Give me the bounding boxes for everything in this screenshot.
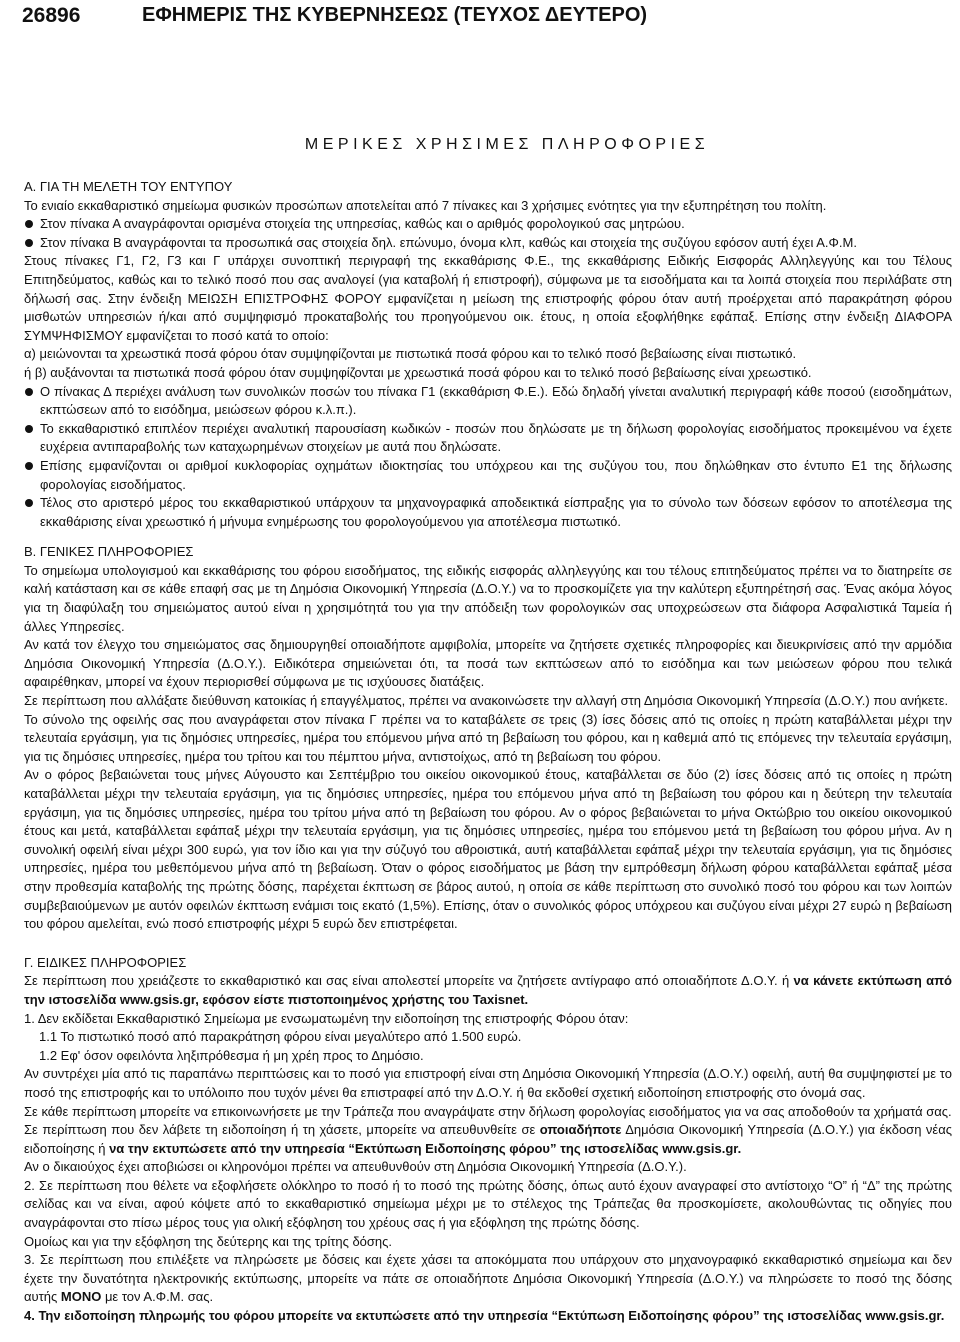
section-b-heading: Β. ΓΕΝΙΚΕΣ ΠΛΗΡΟΦΟΡΙΕΣ xyxy=(24,544,194,560)
section-b-paragraph-3: Σε περίπτωση που αλλάξατε διεύθυνση κατοικίας ή επαγγέλματος, πρέπει να ανακοινώσετε την αλλαγή στη Δημόσια Οικονομική Υπηρεσία (Δ.Ο.Υ.) που ανήκετε. xyxy=(24,693,949,709)
section-a-bullet-4: Το εκκαθαριστικό επιπλέον περιέχει αναλυτική παρουσίαση κωδικών - ποσών που δηλώσατε με τη δήλωση φορολογίας εισοδήματος προκειμένου να έχετε ευχέρεια αντιπαραβολής των καταχωρημένων στοιχείων με αυτά που δηλώσατε. xyxy=(24,420,952,457)
section-c-item-4 xyxy=(24,1307,952,1326)
page-number: 26896 xyxy=(22,4,81,27)
section-c-paragraph-3 xyxy=(24,1121,952,1158)
section-c-intro-text: Σε περίπτωση που χρειάζεστε το εκκαθαριστικό και σας είναι απολεστεί μπορείτε να ζητήσετε αντίγραφο από οποιαδήποτε Δ.Ο.Υ. ή xyxy=(24,973,794,989)
section-b-paragraph-2: Αν κατά τον έλεγχο του σημειώματος σας δημιουργηθεί οποιαδήποτε αμφιβολία, μπορείτε να ζητήσετε σχετικές πληροφορίες και διευκρινίσεις από την αρμόδια Δημόσια Οικονομική Υπηρεσία (Δ.Ο.Υ.). Ειδικότερα σημειώνεται ότι, τα ποσά των εκπτώσεων από το εισόδημα και των μειώσεων φόρου που τελικά αφαιρέθηκαν, μπορεί να έχουν περιορισθεί σύμφωνα με τις ισχύουσες διατάξεις. xyxy=(24,637,952,690)
document-body xyxy=(24,178,952,1326)
section-b-paragraph-4: Το σύνολο της οφειλής σας που αναγράφεται στον πίνακα Γ πρέπει να το καταβάλετε σε τρεις (3) ίσες δόσεις από τις οποίες η πρώτη καταβάλλεται μέχρι την τελευταία εργάσιμη, για τις δημόσιες υπηρεσίες, ημέρα του επόμενου μήνα από τη βεβαίωση του φόρου, και η καθεμιά από τις επόμενες την τελευταία εργάσιμη, για τις δημόσιες υπηρεσίες, ημέρα του τρίτου και του πέμπτου μήνα, αντιστοίχως, από τη βεβαίωση του φόρου. xyxy=(24,711,952,764)
section-c-p3-mid: Δημόσια Οικονομική Υπηρεσία (Δ.Ο.Υ.) για έκδοση νέας ειδοποίησης ή xyxy=(24,1122,952,1156)
section-c-item-3 xyxy=(24,1251,952,1307)
document-title: ΜΕΡΙΚΕΣ ΧΡΗΣΙΜΕΣ ΠΛΗΡΟΦΟΡΙΕΣ xyxy=(304,136,710,153)
section-c-paragraph-2: Σε κάθε περίπτωση μπορείτε να επικοινωνήσετε με την Τράπεζα που αναγράψατε στην δήλωση φορολογίας εισοδήματος για να σας αποδοθούν τα χρήματά σας. xyxy=(24,1103,952,1119)
section-c-paragraph-4: Αν ο δικαιούχος έχει αποβιώσει οι κληρονόμοι πρέπει να απευθυνθούν στη Δημόσια Οικονομική Υπηρεσία (Δ.Ο.Υ.). xyxy=(24,1159,687,1175)
section-c-p3-bold-2: να την εκτυπώσετε από την υπηρεσία “Εκτύπωση Ειδοποίησης φόρου” της ιστοσελίδας www.gsis.gr. xyxy=(109,1140,742,1156)
section-a-bullet-6: Τέλος στο αριστερό μέρος του εκκαθαριστικού υπάρχουν τα μηχανογραφικά αποδεικτικά είσπραξης για το σύνολο των δόσεων εφόσον το αποτέλεσμα της εκκαθάρισης είναι χρεωστικό ή μήνυμα ενημέρωσης του φορολογούμενου για αποτέλεσμα πιστωτικό. xyxy=(24,494,952,531)
section-c-item-1-1: 1.1 Το πιστωτικό ποσό από παρακράτηση φόρου είναι μεγαλύτερο από 1.500 ευρώ. xyxy=(39,1029,522,1045)
section-a-bullet-2: Στον πίνακα Β αναγράφονται τα προσωπικά σας στοιχεία δηλ. επώνυμο, όνομα κλπ, καθώς και στοιχεία της συζύγου εφόσον αυτή έχει Α.Φ.Μ. xyxy=(24,234,952,253)
section-b-paragraph-1: Το σημείωμα υπολογισμού και εκκαθάρισης του φόρου εισοδήματος, της ειδικής εισφοράς αλληλεγγύης και του τέλους επιτηδεύματος πρέπει να το διατηρείτε σε καλή κατάσταση και σε κάθε επαφή σας με τη Δημόσια Οικονομική Υπηρεσία (Δ.Ο.Υ.) να το προσκομίζετε για την καλύτερη εξυπηρέτησή σας. Ένας ακόμα λόγος για τη διαφύλαξη του σημειώματος αυτού είναι η χρησιμότητά του για την απόδειξη των φορολογικών σας υποχρεώσεων στα διάφορα Ασφαλιστικά Ταμεία ή άλλες Υπηρεσίες. xyxy=(24,562,952,634)
section-a-bullet-5: Επίσης εμφανίζονται οι αριθμοί κυκλοφορίας οχημάτων ιδιοκτησίας του υπόχρεου και της συζύγου του, που δηλώθηκαν στο έντυπο Ε1 της δήλωσης φορολογίας εισοδήματος. xyxy=(24,457,952,494)
page-header xyxy=(22,4,938,30)
section-b-paragraph-5: Αν ο φόρος βεβαιώνεται τους μήνες Αύγουστο και Σεπτέμβριο του οικείου οικονομικού έτους, καταβάλλεται σε δύο (2) ίσες δόσεις από τις οποίες η πρώτη καταβάλλεται μέχρι την τελευταία εργάσιμη, για τις δημόσιες υπηρεσίες, ημέρα του επόμενου μήνα από τη βεβαίωση του φόρου και η δεύτερη την τελευταία εργάσιμη, για τις δημόσιες υπηρεσίες, ημέρα του τρίτου μήνα από τη βεβαίωση του φόρου. Αν ο φόρος βεβαιώνεται το μήνα Οκτώβριο του οικείου οικονομικού έτους και μετά, καταβάλλεται εφάπαξ μέχρι την τελευταία εργάσιμη, για τις δημόσιες υπηρεσίες, ημέρα του επόμενου μετά τη βεβαίωση του φόρου μήνα. Αν η συνολική οφειλή είναι μέχρι 300 ευρώ, για τον ίδιο και για την σύζυγό του αθροιστικά, αυτή καταβάλλεται εφάπαξ μέχρι την τελευταία εργάσιμη, για τις δημόσιες υπηρεσίες, ημέρα του μεθεπόμενου μήνα από τη βεβαίωση. Όταν ο φόρος εισοδήματος με βάση την εμπρόθεσμη δήλωση φόρου καταβάλλεται εφάπαξ μέσα στην προθεσμία καταβολής της πρώτης δόσης, παρέχεται έκπτωση σε βάρος αυτού, η οποία σε κάθε περίπτωση στο συνολικό ποσό του φόρου και των λοιπών συμβεβαιούμενων με αυτόν οφειλών έκπτωση ενάμισι τοις εκατό (1,5%). Επίσης, όταν ο συνολικός φόρος υπόχρεου και συζύγου είναι μέχρι 27 ευρώ η βεβαίωση του φόρου αμελείται, ενώ ποσό επιστροφής μέχρι 5 ευρώ δεν επιστρέφεται. xyxy=(24,767,952,932)
section-c-item-1: 1. Δεν εκδίδεται Εκκαθαριστικό Σημείωμα με ενσωματωμένη την ειδοποίηση της επιστροφής Φόρου όταν: xyxy=(24,1010,629,1026)
section-c-item-3-end: με τον Α.Φ.Μ. σας. xyxy=(101,1289,214,1305)
section-c-paragraph-1: Αν συντρέχει μία από τις παραπάνω περιπτώσεις και το ποσό για επιστροφή είναι στη Δημόσια Οικονομική Υπηρεσία (Δ.Ο.Υ.) οφειλή, αυτή θα συμψηφιστεί με το ποσό της επιστροφής και το υπόλοιπο που τυχόν μένει θα επιστραφεί από την Δ.Ο.Υ. ή θα εκδοθεί σχετική ειδοποίηση επιστροφής στο όνομά σας. xyxy=(24,1066,952,1100)
section-c-item-2-followup: Ομοίως και για την εξόφληση της δεύτερης και της τρίτης δόσης. xyxy=(24,1233,393,1249)
section-c-item-3-text: 3. Σε περίπτωση που επιλέξετε να πληρώσετε με δόσεις και έχετε χάσει τα αποκόμματα που υπάρχουν στο μηχανογραφικό εκκαθαριστικό σημείωμα και δεν έχετε την δυνατότητα ηλεκτρονικής εκτύπωσης, μπορείτε να πάτε σε οποιαδήποτε Δημόσια Οικονομική Υπηρεσία (Δ.Ο.Υ.) να πληρώσετε το ποσό της δόσης αυτής xyxy=(24,1252,952,1305)
section-a-item-a: α) μειώνονται τα χρεωστικά ποσά φόρου όταν συμψηφίζονται με πιστωτικά ποσά φόρου και το τελικό ποσό βεβαίωσης είναι πιστωτικό. xyxy=(24,346,797,362)
section-c-item-2: 2. Σε περίπτωση που θέλετε να εξοφλήσετε ολόκληρο το ποσό ή το ποσό της πρώτης δόσης, όπως αυτό έχουν αναγραφεί στο αντίστοιχο “Ο” ή “Δ” της πρώτης σελίδας και να είναι, αφού κόψετε από το εκκαθαριστικό σημείωμα μέχρι με το στέλεχος της Τράπεζας θα προσκομίσετε, ακολουθώντας τις οδηγίες που αναγράφονται στο πίσω μέρος τους για ολική εξόφληση του χρέους σας ή για εξόφληση της πρώτης δόσης. xyxy=(24,1177,952,1231)
section-c-heading: Γ. ΕΙΔΙΚΕΣ ΠΛΗΡΟΦΟΡΙΕΣ xyxy=(24,954,187,970)
section-c-item-4-bold: 4. Την ειδοποίηση πληρωμής του φόρου μπορείτε να εκτυπώσετε από την υπηρεσία “Εκτύπωση Ειδοποίησης φόρου” της ιστοσελίδας www.gsis.gr. xyxy=(24,1308,945,1324)
section-c-p3-bold-1: οποιαδήποτε xyxy=(539,1122,622,1138)
section-a-intro: Το ενιαίο εκκαθαριστικό σημείωμα φυσικών προσώπων αποτελείται από 7 πίνακες και 3 χρήσιμες ενότητες για την εξυπηρέτηση του πολίτη. xyxy=(24,197,827,213)
section-a-tables-g: Στους πίνακες Γ1, Γ2, Γ3 και Γ υπάρχει συνοπτική περιγραφή της εκκαθάρισης Φ.Ε., της εκκαθάρισης Ειδικής Εισφοράς Αλληλεγγύης και του Τέλους Επιτηδεύματος, καθώς και το τελικό ποσό που σας αναλογεί (για καταβολή ή επιστροφή), σύμφωνα με τα εισοδήματα και τα λοιπά στοιχεία που περιλάβατε στη δήλωσή σας. Στην ένδειξη ΜΕΙΩΣΗ ΕΠΙΣΤΡΟΦΗΣ ΦΟΡΟΥ εμφανίζεται η μείωση της επιστροφής φόρου όταν αυτή προέρχεται από παρακράτηση φόρου μισθωτών υπηρεσιών ή/και από συμψηφισμό προκαταβολής του προηγούμενου οικ. έτους, η οποία εξοφλήθηκε εφάπαξ. Επίσης στην ένδειξη ΔΙΑΦΟΡΑ ΣΥΜΨΗΦΙΣΜΟΥ εμφανίζεται το ποσό κατά το οποίο: xyxy=(24,253,952,343)
section-a-bullet-3: Ο πίνακας Δ περιέχει ανάλυση των συνολικών ποσών του πίνακα Γ1 (εκκαθάριση Φ.Ε.). Εδώ δηλαδή γίνεται αναλυτική περιγραφή κάθε ποσού (εισοδημάτων, εκπτώσεων από το εισόδημα, μειώσεων φόρου κ.λ.π.). xyxy=(24,383,952,420)
section-c-intro xyxy=(24,972,952,1009)
section-c-intro-bold: να κάνετε εκτύπωση από την ιστοσελίδα www.gsis.gr, εφόσον είστε πιστοποιημένος χρήστης του Taxisnet. xyxy=(24,973,952,1007)
section-c-item-1-2: 1.2 Εφ' όσον οφειλόντα ληξιπρόθεσμα ή μη χρέη προς το Δημόσιο. xyxy=(39,1047,424,1063)
section-a-item-b: ή β) αυξάνονται τα πιστωτικά ποσά φόρου όταν συμψηφίζονται με χρεωστικά ποσά φόρου και το τελικό ποσό βεβαίωσης είναι χρεωστικό. xyxy=(24,364,812,380)
publication-title: ΕΦΗΜΕΡΙΣ ΤΗΣ ΚΥΒΕΡΝΗΣΕΩΣ (ΤΕΥΧΟΣ ΔΕΥΤΕΡΟ) xyxy=(142,4,648,26)
section-a-bullet-1: Στον πίνακα Α αναγράφονται ορισμένα στοιχεία της υπηρεσίας, καθώς και ο αριθμός φορολογικού σας μητρώου. xyxy=(24,215,952,234)
section-c-item-3-bold: ΜΟΝΟ xyxy=(60,1289,102,1305)
section-a-heading: Α. ΓΙΑ ΤΗ ΜΕΛΕΤΗ ΤΟΥ ΕΝΤΥΠΟΥ xyxy=(24,179,233,194)
section-c-p3-pre: Σε περίπτωση που δεν λάβετε τη ειδοποίηση ή τη χάσετε, μπορείτε να απευθυνθείτε σε xyxy=(24,1122,540,1138)
